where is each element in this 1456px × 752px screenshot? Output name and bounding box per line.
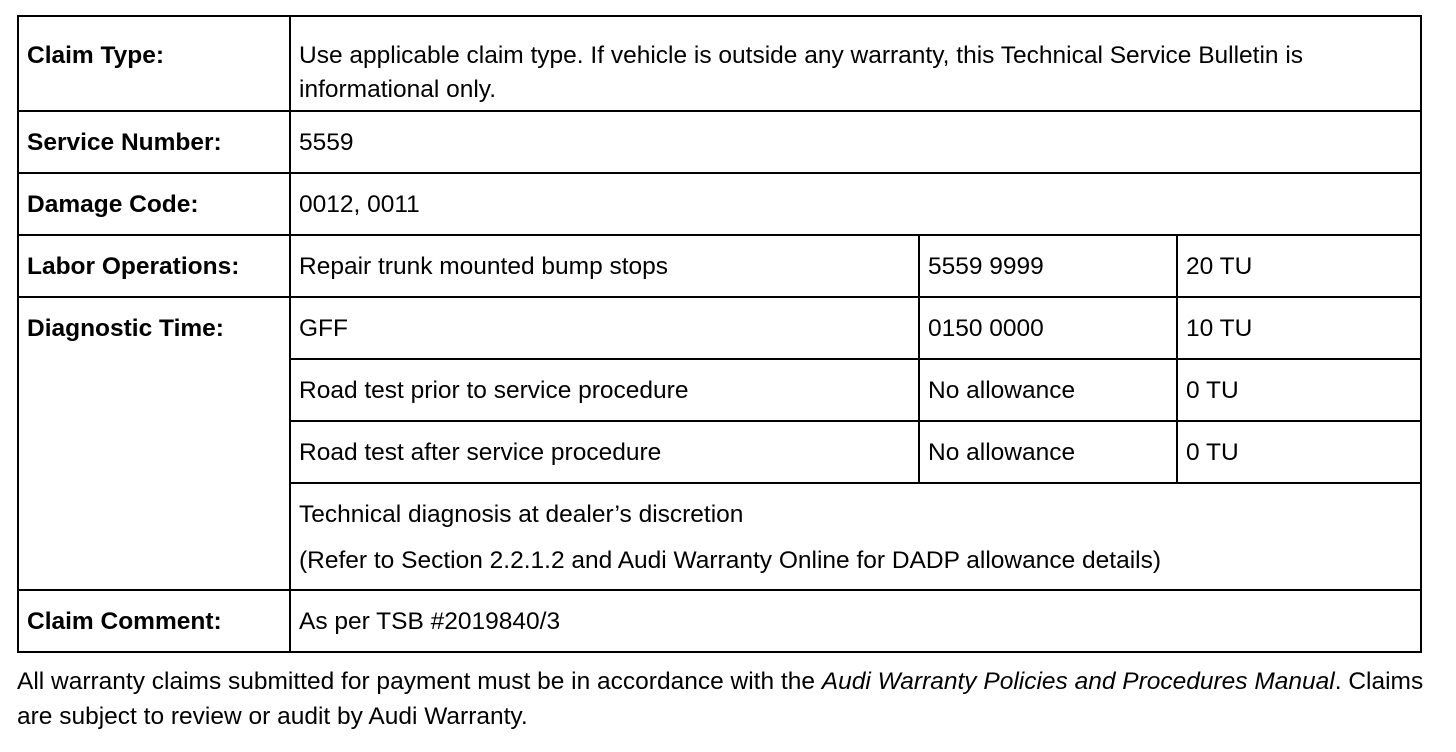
footer-text-after: . Claims are subject to review or audit by Audi Warranty. [17, 668, 1424, 730]
diagnostic-op-code: No allowance [919, 421, 1177, 483]
warranty-info-table [17, 15, 1422, 653]
diagnostic-time-value: 10 TU [1177, 297, 1421, 359]
claim-comment-row [18, 590, 1421, 652]
diagnostic-note-line1: Technical diagnosis at dealer’s discretion [299, 501, 744, 528]
diagnostic-time-value: 0 TU [1177, 359, 1421, 421]
diagnostic-description: Road test prior to service procedure [290, 359, 919, 421]
labor-operations-label: Labor Operations: [18, 235, 290, 297]
service-number-label: Service Number: [18, 111, 290, 173]
claim-comment-label: Claim Comment: [18, 590, 290, 652]
manual-title: Audi Warranty Policies and Procedures Manual [821, 668, 1335, 695]
footer-text-before: All warranty claims submitted for payment must be in accordance with the [17, 668, 822, 695]
diagnostic-op-code: 0150 0000 [919, 297, 1177, 359]
diagnostic-note [290, 483, 1421, 590]
damage-code-label: Damage Code: [18, 173, 290, 235]
diagnostic-op-code: No allowance [919, 359, 1177, 421]
diagnostic-note-line2: (Refer to Section 2.2.1.2 and Audi Warranty Online for DADP allowance details) [299, 547, 1162, 574]
warranty-footer-note [17, 664, 1437, 734]
claim-comment-value: As per TSB #2019840/3 [290, 590, 1421, 652]
labor-operation-time: 20 TU [1177, 235, 1421, 297]
labor-operations-row [18, 235, 1421, 297]
claim-type-value: Use applicable claim type. If vehicle is outside any warranty, this Technical Service Bulletin is informational only. [290, 16, 1421, 111]
diagnostic-time-value: 0 TU [1177, 421, 1421, 483]
diagnostic-time-row [18, 297, 1421, 359]
damage-code-row [18, 173, 1421, 235]
claim-type-label: Claim Type: [18, 16, 290, 111]
diagnostic-description: GFF [290, 297, 919, 359]
service-number-value: 5559 [290, 111, 1421, 173]
claim-type-row [18, 16, 1421, 111]
diagnostic-description: Road test after service procedure [290, 421, 919, 483]
damage-code-value: 0012, 0011 [290, 173, 1421, 235]
diagnostic-time-label: Diagnostic Time: [18, 297, 290, 590]
service-number-row [18, 111, 1421, 173]
labor-operation-code: 5559 9999 [919, 235, 1177, 297]
labor-operation-description: Repair trunk mounted bump stops [290, 235, 919, 297]
